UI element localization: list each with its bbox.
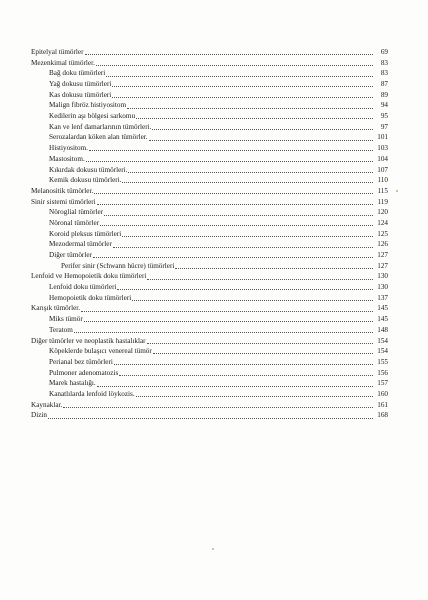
toc-entry-page: 120: [377, 208, 388, 217]
toc-entry-title: Malign fibröz histiyositom: [49, 101, 127, 110]
toc-entry[interactable]: [31, 282, 388, 293]
dot-leader: [112, 97, 373, 98]
toc-entry-page: 148: [377, 325, 388, 334]
toc-entry-page: 161: [377, 400, 388, 409]
toc-entry-page: 124: [377, 218, 388, 227]
toc-entry-title: Melanositik tümörler.: [31, 186, 94, 195]
toc-entry-page: 127: [377, 261, 388, 270]
toc-entry[interactable]: [31, 197, 388, 208]
toc-entry-title: Miks tümör: [49, 315, 83, 324]
toc-entry[interactable]: [31, 122, 388, 133]
toc-entry-page: 94: [380, 101, 388, 110]
dot-leader: [127, 108, 373, 109]
toc-entry-title: Diğer tümörler ve neoplastik hastalıklar: [31, 336, 146, 345]
scan-speck: [396, 190, 398, 192]
dot-leader: [114, 364, 373, 365]
toc-entry-title: Teratom: [49, 325, 73, 334]
toc-entry-title: Lenfoid doku tümörleri: [49, 283, 117, 292]
dot-leader: [85, 54, 374, 55]
toc-entry-title: Sinir sistemi tümörleri: [31, 197, 96, 206]
toc-entry-page: 130: [377, 272, 388, 281]
toc-entry[interactable]: [31, 357, 388, 368]
toc-entry[interactable]: [31, 346, 388, 357]
toc-entry-title: Perianal bez tümörleri: [49, 357, 113, 366]
dot-leader: [136, 118, 373, 119]
dot-leader: [48, 418, 373, 419]
dot-leader: [106, 76, 373, 77]
toc-entry-page: 126: [377, 240, 388, 249]
toc-entry-page: 160: [377, 389, 388, 398]
toc-entry-title: Nöroglial tümörler: [49, 208, 104, 217]
toc-entry[interactable]: [31, 389, 388, 400]
toc-entry-page: 115: [377, 186, 388, 195]
toc-entry[interactable]: [31, 154, 388, 165]
toc-entry[interactable]: [31, 293, 388, 304]
toc-entry[interactable]: [31, 186, 388, 197]
toc-entry[interactable]: [31, 100, 388, 111]
toc-entry[interactable]: [31, 336, 388, 347]
toc-entry[interactable]: [31, 58, 388, 69]
toc-entry-page: 119: [377, 197, 388, 206]
toc-entry[interactable]: [31, 218, 388, 229]
toc-entry-title: Hemopoietik doku tümörleri: [49, 293, 132, 302]
toc-entry-title: Kas dokusu tümörleri: [49, 90, 112, 99]
dot-leader: [117, 289, 373, 290]
toc-entry[interactable]: [31, 111, 388, 122]
toc-entry-page: 145: [377, 315, 388, 324]
toc-entry[interactable]: [31, 79, 388, 90]
scan-speck: [212, 548, 214, 550]
dot-leader: [152, 129, 373, 130]
toc-entry-page: 101: [377, 133, 388, 142]
toc-entry-title: Kan ve lenf damarlarının tümörleri.: [49, 122, 152, 131]
toc-entry[interactable]: [31, 314, 388, 325]
toc-entry-page: 89: [380, 90, 388, 99]
toc-entry-title: Kıkırdak dokusu tümörleri.: [49, 165, 128, 174]
dot-leader: [153, 353, 373, 354]
toc-entry[interactable]: [31, 325, 388, 336]
toc-entry-title: Lenfoid ve Hemopoietik doku tümörleri: [31, 272, 147, 281]
toc-entry-page: 110: [377, 176, 388, 185]
toc-entry-page: 155: [377, 357, 388, 366]
toc-entry-title: Köpeklerde bulaşıcı venereal tümör: [49, 347, 152, 356]
dot-leader: [97, 204, 373, 205]
toc-entry[interactable]: [31, 250, 388, 261]
dot-leader: [119, 375, 373, 376]
dot-leader: [86, 161, 373, 162]
dot-leader: [100, 225, 373, 226]
toc-entry-page: 104: [377, 154, 388, 163]
dot-leader: [104, 215, 373, 216]
toc-entry-title: Epitelyal tümörler: [31, 47, 84, 56]
toc-entry[interactable]: [31, 400, 388, 411]
toc-entry[interactable]: [31, 90, 388, 101]
toc-entry-title: Serozalardan köken alan tümörler.: [49, 133, 148, 142]
toc-entry-title: Pulmoner adenomatozis: [49, 368, 119, 377]
toc-entry-page: 107: [377, 165, 388, 174]
toc-entry[interactable]: [31, 133, 388, 144]
dot-leader: [94, 193, 373, 194]
dot-leader: [89, 150, 373, 151]
dot-leader: [113, 247, 373, 248]
toc-entry-title: Mastositom.: [49, 154, 85, 163]
toc-entry[interactable]: [31, 368, 388, 379]
toc-entry[interactable]: [31, 68, 388, 79]
toc-entry[interactable]: [31, 143, 388, 154]
toc-entry-title: Dizin: [31, 411, 47, 420]
toc-entry-page: 137: [377, 293, 388, 302]
toc-entry[interactable]: [31, 47, 388, 58]
dot-leader: [74, 332, 373, 333]
toc-entry-title: Kaynaklar.: [31, 400, 63, 409]
toc-entry-title: Mezodermal tümörler: [49, 240, 112, 249]
toc-entry[interactable]: [31, 261, 388, 272]
dot-leader: [112, 86, 373, 87]
toc-entry[interactable]: [31, 271, 388, 282]
dot-leader: [122, 182, 373, 183]
toc-entry-page: 83: [380, 58, 388, 67]
toc-entry-page: 95: [380, 112, 388, 121]
toc-entry[interactable]: [31, 239, 388, 250]
toc-entry-title: Marek hastalığı.: [49, 379, 96, 388]
toc-entry-page: 154: [377, 336, 388, 345]
dot-leader: [147, 279, 373, 280]
dot-leader: [128, 172, 373, 173]
toc-entry-title: Karışık tümörler.: [31, 304, 81, 313]
toc-entry-page: 69: [380, 47, 388, 56]
dot-leader: [81, 311, 373, 312]
toc-entry-page: 157: [377, 379, 388, 388]
table-of-contents: [31, 47, 388, 421]
toc-entry-title: Perifer sinir (Schwann hücre) tümörleri: [61, 261, 175, 270]
toc-entry-page: 97: [380, 122, 388, 131]
dot-leader: [97, 386, 373, 387]
dot-leader: [63, 407, 373, 408]
toc-entry-title: Koroid pleksus tümörleri: [49, 229, 122, 238]
toc-entry[interactable]: [31, 175, 388, 186]
toc-entry-title: Mezenkimal tümörler.: [31, 58, 95, 67]
toc-entry-title: Nöronal tümörler: [49, 218, 100, 227]
toc-entry-page: 168: [377, 411, 388, 420]
dot-leader: [175, 268, 373, 269]
dot-leader: [84, 321, 373, 322]
toc-entry-title: Kedilerin aşı bölgesi sarkomu: [49, 112, 136, 121]
dot-leader: [149, 140, 373, 141]
dot-leader: [136, 396, 373, 397]
toc-entry-page: 145: [377, 304, 388, 313]
toc-entry-page: 130: [377, 283, 388, 292]
dot-leader: [122, 236, 373, 237]
toc-entry[interactable]: [31, 304, 388, 315]
toc-entry-page: 156: [377, 368, 388, 377]
toc-entry-page: 87: [380, 80, 388, 89]
toc-entry[interactable]: [31, 165, 388, 176]
dot-leader: [147, 343, 373, 344]
toc-entry[interactable]: [31, 378, 388, 389]
toc-entry-page: 127: [377, 251, 388, 260]
toc-entry[interactable]: [31, 207, 388, 218]
dot-leader: [93, 257, 373, 258]
toc-entry[interactable]: [31, 410, 388, 421]
toc-entry-title: Kemik dokusu tümörleri.: [49, 176, 122, 185]
dot-leader: [132, 300, 373, 301]
toc-entry-title: Histiyositom.: [49, 144, 88, 153]
toc-entry-page: 103: [377, 144, 388, 153]
toc-entry-title: Bağ doku tümörleri: [49, 69, 106, 78]
toc-entry-page: 83: [380, 69, 388, 78]
toc-entry-title: Yağ dokusu tümörleri: [49, 80, 112, 89]
toc-entry-page: 125: [377, 229, 388, 238]
dot-leader: [96, 65, 373, 66]
toc-entry-title: Diğer tümörler: [49, 251, 92, 260]
toc-entry[interactable]: [31, 229, 388, 240]
toc-entry-page: 154: [377, 347, 388, 356]
toc-entry-title: Kanatlılarda lenfoid löykozis.: [49, 389, 135, 398]
